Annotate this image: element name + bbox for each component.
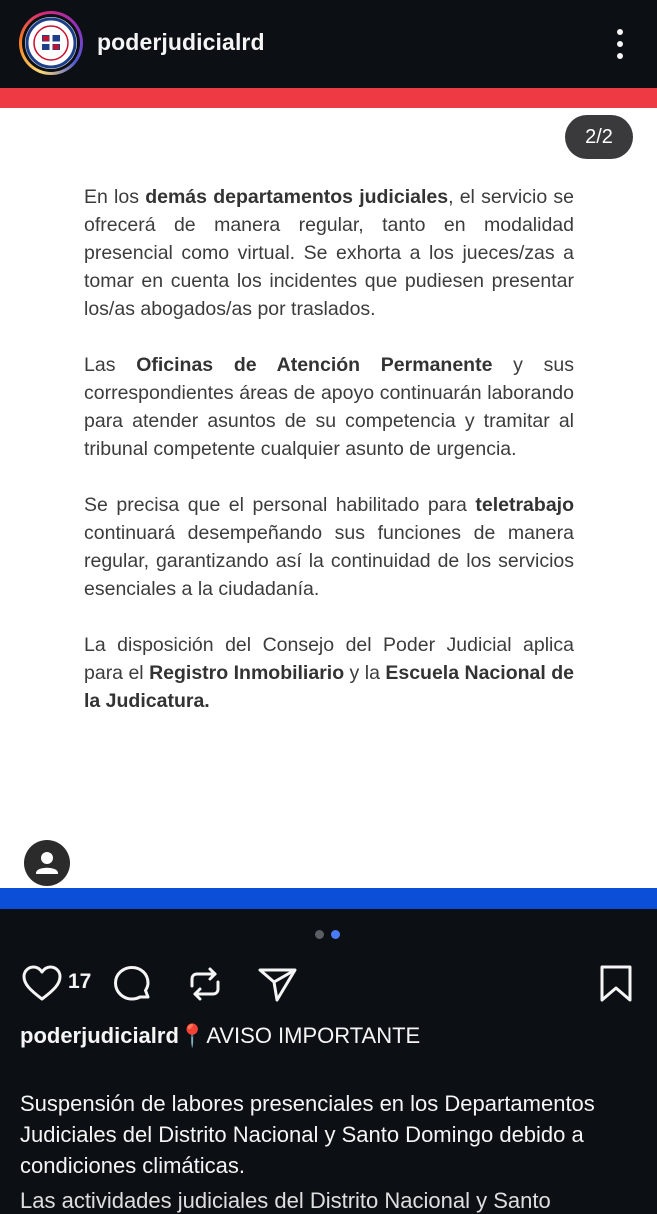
heart-icon <box>20 962 64 1006</box>
text-segment: En los <box>84 186 146 208</box>
bold-text: Registro Inmobiliario <box>149 662 345 684</box>
bold-text: Oficinas de Atención Permanente <box>136 354 493 376</box>
header-username[interactable]: poderjudicialrd <box>97 29 265 55</box>
carousel-dot-1[interactable] <box>315 930 324 939</box>
like-button[interactable] <box>20 962 64 1006</box>
bottom-stripe <box>0 888 657 909</box>
caption-body: Suspensión de labores presenciales en los Departamentos Judiciales del Distrito Nacional y Santo Domingo debido a condiciones climáticas. <box>20 1091 595 1178</box>
document-paragraph <box>84 631 574 715</box>
more-vertical-icon <box>602 24 638 64</box>
text-segment: , el servicio se ofrecerá de manera regular, tanto en modalidad presencial como virtual. Se exhorta a los jueces/zas a tomar en cuenta los incidentes que pudiesen presentar los/as abogados/as por traslados. <box>84 186 574 320</box>
text-segment: continuará desempeñando sus funciones de manera regular, garantizando así la continuidad de los servicios esenciales a la ciudadanía. <box>84 522 574 600</box>
document-paragraph <box>84 491 574 603</box>
caption-username[interactable]: poderjudicialrd <box>20 1023 179 1048</box>
more-options-button[interactable] <box>602 24 638 64</box>
caption-next-line: Las actividades judiciales del Distrito Nacional y Santo <box>20 1188 551 1213</box>
share-icon <box>255 962 299 1006</box>
post-header <box>0 0 657 88</box>
bold-text: Escuela Nacional de la Judicatura. <box>84 662 574 712</box>
post-image[interactable] <box>0 88 657 909</box>
caption-headline: 📍AVISO IMPORTANTE <box>178 1023 421 1048</box>
carousel-dot-2[interactable] <box>331 930 340 939</box>
document-paragraph <box>84 351 574 463</box>
text-segment: y sus correspondientes áreas de apoyo continuarán laborando para atender asuntos de su competencia y tramitar al tribunal competente cualquier asunto de urgencia. <box>84 354 575 460</box>
person-icon <box>24 840 70 886</box>
repost-icon <box>183 962 227 1006</box>
comment-icon <box>110 962 154 1006</box>
comment-button[interactable] <box>110 962 154 1006</box>
like-count[interactable]: 17 <box>68 970 92 993</box>
avatar[interactable] <box>19 11 83 75</box>
bookmark-icon <box>596 962 636 1006</box>
top-stripe <box>0 88 657 108</box>
bold-text: teletrabajo <box>475 494 574 516</box>
repost-button[interactable] <box>183 962 227 1006</box>
text-segment: Las <box>84 354 137 376</box>
text-segment: y la <box>344 662 386 684</box>
bold-text: demás departamentos judiciales <box>145 186 449 208</box>
save-button[interactable] <box>596 962 636 1006</box>
share-button[interactable] <box>255 962 299 1006</box>
text-segment: Se precisa que el personal habilitado para <box>84 494 476 516</box>
document-text <box>84 183 574 743</box>
document-paragraph <box>84 183 574 323</box>
text-segment: La disposición del Consejo del Poder Judicial aplica para el <box>84 634 574 684</box>
caption-header <box>20 1023 640 1049</box>
slide-counter: 2/2 <box>565 115 633 159</box>
tagged-users-button[interactable] <box>24 840 70 886</box>
poder-judicial-logo-icon <box>25 17 77 69</box>
avatar-border <box>22 14 80 72</box>
